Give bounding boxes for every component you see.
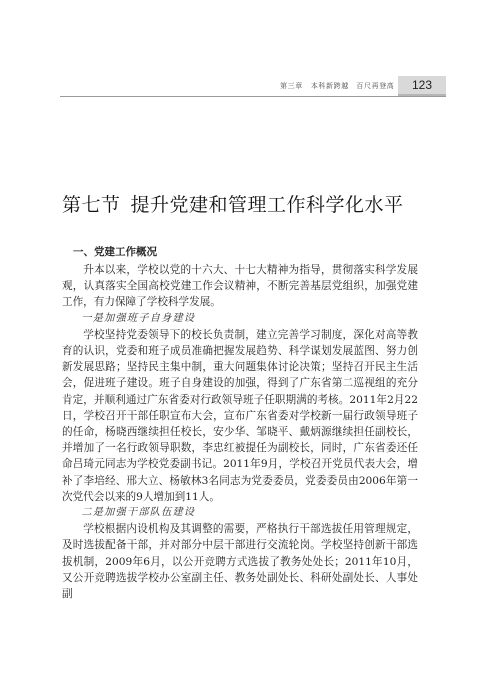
- section-title-text: 提升党建和管理工作科学化水平: [130, 194, 404, 216]
- body-text: [62, 262, 418, 602]
- running-header: [0, 76, 480, 100]
- subtopic-title-cadre-building: 二是加强干部队伍建设: [81, 507, 196, 519]
- intro-paragraph: 升本以来，学校以党的十六大、十七大精神为指导，贯彻落实科学发展观，认真落实全国高校党建工作会议精神，不断完善基层党组织，加强党建工作，有力保障了学校科学发展。: [62, 264, 418, 309]
- running-header-text: [280, 81, 394, 91]
- chapter-label: 第三章: [280, 82, 303, 90]
- subsection-heading: 一、党建工作概况: [73, 246, 157, 258]
- page-number-box: [398, 76, 446, 96]
- cadre-building-paragraph: 学校根据内设机构及其调整的需要，严格执行干部选拔任用管理规定，及时选拔配备干部，并对部分中层干部进行交流轮岗。学校坚持创新干部选拔机制，2009年6月，以公开竞聘方式选拔了教务处处长；2011年10月，又公开竞聘选拔学校办公室副主任、教务处副处长、科研处副处长、人事处副: [62, 523, 418, 601]
- chapter-title: 本科新跨越 百尺再登高: [310, 82, 395, 90]
- section-number: 第七节: [62, 194, 121, 216]
- subtopic-title-team-building: 一是加强班子自身建设: [81, 312, 196, 324]
- section-title: [62, 190, 404, 217]
- header-rule: [60, 96, 446, 97]
- page-number: 123: [411, 78, 433, 92]
- team-building-paragraph: 学校坚持党委领导下的校长负责制，建立完善学习制度，深化对高等教育的认识，党委和班子成员准确把握发展趋势、科学谋划发展蓝图、努力创新发展思路；坚持民主集中制，重大问题集体讨论决策；坚持召开民主生活会，促进班子建设。班子自身建设的加强，得到了广东省第二巡视组的充分肯定，并顺利通过广东省委对行政领导班子任职期满的考核。2011年2月22日，学校召开干部任职宣布大会，宣布广东省委对学校新一届行政领导班子的任命，杨晓西继续担任校长，安少华、邹晓平、戴炳源继续担任副校长，并增加了一名行政领导职数，李忠红被提任为副校长，同时，广东省委还任命吕琦元同志为学校党委副书记。2011年9月，学校召开党员代表大会，增补了李培经、邢大立、杨敏林3名同志为党委委员，党委委员由2006年第一次党代会以来的9人增加到11人。: [62, 328, 418, 503]
